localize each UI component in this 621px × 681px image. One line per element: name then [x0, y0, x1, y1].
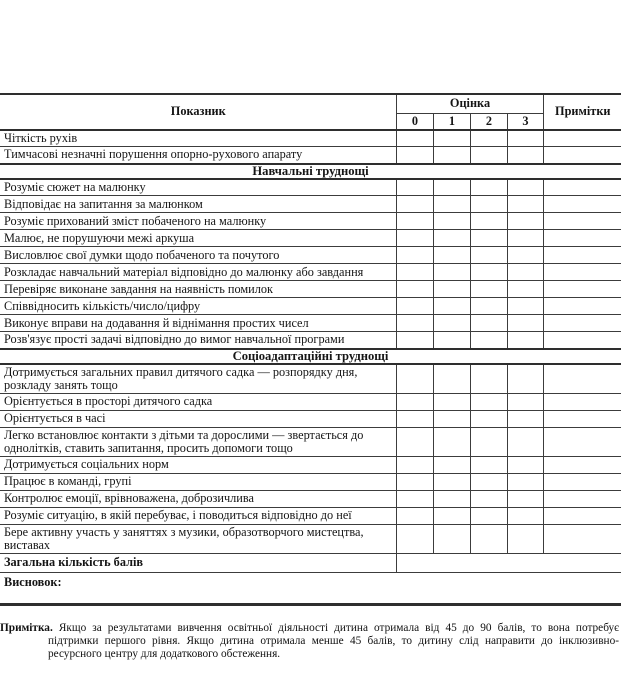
table-row-item	[0, 264, 621, 281]
table-row-item	[0, 196, 621, 213]
score-cell-1	[433, 364, 470, 394]
score-cell-0	[396, 213, 433, 230]
score-cell-0	[396, 490, 433, 507]
score-cell-1	[433, 281, 470, 298]
note-cell	[543, 130, 621, 147]
table-row-item	[0, 364, 621, 394]
score-cell-2	[470, 410, 507, 427]
score-cell-3	[507, 393, 543, 410]
assessment-table-body	[0, 130, 621, 605]
score-cell-3	[507, 196, 543, 213]
column-header-score-2: 2	[470, 113, 507, 130]
score-cell-0	[396, 364, 433, 394]
note-cell	[543, 364, 621, 394]
score-cell-2	[470, 507, 507, 524]
score-cell-2	[470, 456, 507, 473]
score-cell-0	[396, 410, 433, 427]
section-header-cell: Навчальні труднощі	[0, 164, 621, 179]
score-cell-2	[470, 179, 507, 196]
indicator-cell: Відповідає на запитання за малюнком	[0, 196, 396, 213]
score-cell-0	[396, 130, 433, 147]
score-cell-3	[507, 507, 543, 524]
indicator-cell: Дотримується соціальних норм	[0, 456, 396, 473]
note-cell	[543, 456, 621, 473]
score-cell-0	[396, 298, 433, 315]
table-row-item	[0, 332, 621, 349]
column-header-score-1: 1	[433, 113, 470, 130]
score-cell-0	[396, 456, 433, 473]
score-cell-3	[507, 456, 543, 473]
score-cell-3	[507, 524, 543, 553]
score-cell-1	[433, 315, 470, 332]
indicator-cell: Чіткість рухів	[0, 130, 396, 147]
table-row-item	[0, 281, 621, 298]
note-cell	[543, 490, 621, 507]
page-top-margin	[0, 0, 621, 93]
table-row-item	[0, 247, 621, 264]
table-row-item	[0, 315, 621, 332]
score-cell-3	[507, 332, 543, 349]
score-cell-1	[433, 490, 470, 507]
assessment-table-header	[0, 94, 621, 130]
table-row-item	[0, 427, 621, 456]
indicator-cell: Тимчасові незначні порушення опорно-рухового апарату	[0, 147, 396, 164]
table-row-item	[0, 130, 621, 147]
score-cell-3	[507, 410, 543, 427]
score-cell-1	[433, 507, 470, 524]
table-row-item	[0, 298, 621, 315]
score-cell-0	[396, 196, 433, 213]
table-row-item	[0, 490, 621, 507]
score-cell-0	[396, 147, 433, 164]
score-cell-1	[433, 130, 470, 147]
indicator-cell: Розуміє ситуацію, в якій перебуває, і поводиться відповідно до неї	[0, 507, 396, 524]
score-cell-0	[396, 473, 433, 490]
score-cell-3	[507, 490, 543, 507]
score-cell-3	[507, 298, 543, 315]
total-label-cell: Загальна кількість балів	[0, 553, 396, 572]
score-cell-2	[470, 264, 507, 281]
indicator-cell: Дотримується загальних правил дитячого садка — розпорядку дня, розкладу занять тощо	[0, 364, 396, 394]
column-header-score-3: 3	[507, 113, 543, 130]
score-cell-1	[433, 456, 470, 473]
score-cell-0	[396, 281, 433, 298]
table-row-item	[0, 213, 621, 230]
table-row-item	[0, 230, 621, 247]
score-cell-3	[507, 473, 543, 490]
indicator-cell: Контролює емоції, врівноважена, доброзичлива	[0, 490, 396, 507]
score-cell-0	[396, 507, 433, 524]
indicator-cell: Співвідносить кількість/число/цифру	[0, 298, 396, 315]
score-cell-2	[470, 196, 507, 213]
score-cell-0	[396, 524, 433, 553]
note-cell	[543, 473, 621, 490]
note-cell	[543, 524, 621, 553]
total-value-cell	[396, 553, 621, 572]
score-cell-3	[507, 364, 543, 394]
footnote	[0, 622, 621, 661]
score-cell-3	[507, 264, 543, 281]
score-cell-0	[396, 230, 433, 247]
note-cell	[543, 315, 621, 332]
score-cell-2	[470, 490, 507, 507]
header-row-top	[0, 94, 621, 113]
score-cell-3	[507, 130, 543, 147]
indicator-cell: Розуміє сюжет на малюнку	[0, 179, 396, 196]
score-cell-3	[507, 247, 543, 264]
table-row-item	[0, 410, 621, 427]
column-header-notes: Примітки	[543, 94, 621, 130]
table-row-section	[0, 349, 621, 364]
score-cell-3	[507, 179, 543, 196]
score-cell-2	[470, 230, 507, 247]
score-cell-1	[433, 147, 470, 164]
note-cell	[543, 179, 621, 196]
score-cell-2	[470, 213, 507, 230]
note-cell	[543, 196, 621, 213]
assessment-table	[0, 93, 621, 606]
score-cell-1	[433, 524, 470, 553]
indicator-cell: Виконує вправи на додавання й віднімання простих чисел	[0, 315, 396, 332]
score-cell-2	[470, 298, 507, 315]
score-cell-0	[396, 332, 433, 349]
score-cell-2	[470, 315, 507, 332]
indicator-cell: Розв'язує прості задачі відповідно до вимог навчальної програми	[0, 332, 396, 349]
score-cell-1	[433, 473, 470, 490]
note-cell	[543, 281, 621, 298]
note-cell	[543, 393, 621, 410]
score-cell-0	[396, 247, 433, 264]
score-cell-0	[396, 264, 433, 281]
score-cell-1	[433, 427, 470, 456]
score-cell-1	[433, 179, 470, 196]
table-row-section	[0, 164, 621, 179]
indicator-cell: Перевіряє виконане завдання на наявність помилок	[0, 281, 396, 298]
indicator-cell: Легко встановлює контакти з дітьми та дорослими — звертається до однолітків, ставить запитання, просить допомоги тощо	[0, 427, 396, 456]
table-row-item	[0, 507, 621, 524]
note-cell	[543, 213, 621, 230]
table-row-total	[0, 553, 621, 572]
note-cell	[543, 264, 621, 281]
indicator-cell: Працює в команді, групі	[0, 473, 396, 490]
score-cell-1	[433, 393, 470, 410]
indicator-cell: Орієнтується в часі	[0, 410, 396, 427]
column-header-indicator: Показник	[0, 94, 396, 130]
indicator-cell: Малює, не порушуючи межі аркуша	[0, 230, 396, 247]
section-header-cell: Соціоадаптаційні труднощі	[0, 349, 621, 364]
score-cell-1	[433, 298, 470, 315]
score-cell-1	[433, 264, 470, 281]
note-cell	[543, 507, 621, 524]
note-cell	[543, 410, 621, 427]
score-cell-1	[433, 213, 470, 230]
score-cell-0	[396, 179, 433, 196]
table-row-item	[0, 393, 621, 410]
score-cell-2	[470, 332, 507, 349]
table-row-conclusion	[0, 572, 621, 604]
score-cell-2	[470, 427, 507, 456]
score-cell-2	[470, 524, 507, 553]
score-cell-0	[396, 393, 433, 410]
score-cell-0	[396, 427, 433, 456]
note-cell	[543, 332, 621, 349]
indicator-cell: Розкладає навчальний матеріал відповідно до малюнку або завдання	[0, 264, 396, 281]
score-cell-0	[396, 315, 433, 332]
footnote-label: Примітка.	[0, 621, 53, 634]
table-row-item	[0, 147, 621, 164]
note-cell	[543, 298, 621, 315]
score-cell-2	[470, 364, 507, 394]
score-cell-2	[470, 247, 507, 264]
indicator-cell: Розуміє прихований зміст побаченого на малюнку	[0, 213, 396, 230]
column-header-score-0: 0	[396, 113, 433, 130]
score-cell-2	[470, 281, 507, 298]
score-cell-1	[433, 247, 470, 264]
note-cell	[543, 230, 621, 247]
score-cell-1	[433, 230, 470, 247]
score-cell-2	[470, 473, 507, 490]
note-cell	[543, 247, 621, 264]
score-cell-3	[507, 281, 543, 298]
footnote-text: Якщо за результатами вивчення освітньої діяльності дитина отримала від 45 до 90 балів, то вона потребує підтримки першого рівня. Якщо дитина отримала менше 45 балів, то дитину слід направити до інклюзивно-ресурсного центру для додаткового обстеження.	[48, 621, 620, 660]
column-header-score-group: Оцінка	[396, 94, 543, 113]
note-cell	[543, 427, 621, 456]
score-cell-2	[470, 393, 507, 410]
indicator-cell: Орієнтується в просторі дитячого садка	[0, 393, 396, 410]
table-row-item	[0, 179, 621, 196]
note-cell	[543, 147, 621, 164]
score-cell-2	[470, 147, 507, 164]
indicator-cell: Висловлює свої думки щодо побаченого та почутого	[0, 247, 396, 264]
score-cell-3	[507, 213, 543, 230]
score-cell-2	[470, 130, 507, 147]
conclusion-cell: Висновок:	[0, 572, 621, 604]
score-cell-1	[433, 410, 470, 427]
score-cell-3	[507, 230, 543, 247]
score-cell-3	[507, 147, 543, 164]
score-cell-1	[433, 196, 470, 213]
score-cell-3	[507, 315, 543, 332]
indicator-cell: Бере активну участь у заняттях з музики, образотворчого мистецтва, виставах	[0, 524, 396, 553]
score-cell-3	[507, 427, 543, 456]
table-row-item	[0, 456, 621, 473]
table-row-item	[0, 524, 621, 553]
table-row-item	[0, 473, 621, 490]
score-cell-1	[433, 332, 470, 349]
